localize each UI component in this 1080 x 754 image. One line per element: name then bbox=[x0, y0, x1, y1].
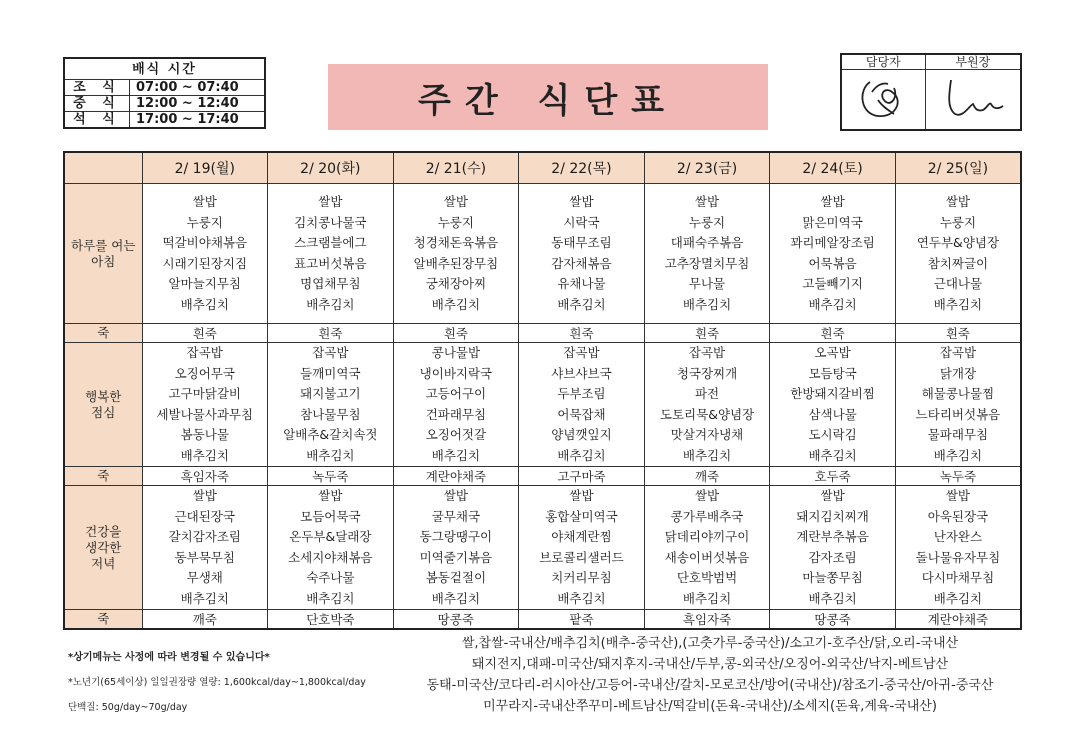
menu-item: 홍합살미역국 bbox=[545, 508, 618, 524]
menu-item: 잡곡밥 bbox=[312, 345, 349, 360]
menu-item: 배추김치 bbox=[180, 296, 229, 312]
menu-item: 배추김치 bbox=[808, 590, 857, 606]
menu-item: 시래기된장지짐 bbox=[162, 255, 248, 271]
dinner-row bbox=[64, 486, 1021, 610]
menu-item: 김치콩나물국 bbox=[294, 214, 367, 230]
menu-item: 쌀밥 bbox=[318, 488, 343, 503]
menu-item: 쌀밥 bbox=[820, 194, 845, 209]
menu-item: 잡곡밥 bbox=[688, 345, 726, 360]
menu-item: 쌀밥 bbox=[569, 488, 594, 503]
approval-header-vice-director: 부원장 bbox=[925, 54, 1021, 70]
menu-item: 배추김치 bbox=[808, 296, 857, 312]
origin-info bbox=[380, 633, 1040, 717]
menu-item: 콩나물밥 bbox=[431, 345, 481, 360]
porridge-cell: 호두죽 bbox=[770, 467, 896, 486]
menu-item: 오징어젓갈 bbox=[425, 427, 487, 442]
breakfast-label: 조 식 bbox=[64, 80, 130, 96]
lunch-time: 12:00 ~ 12:40 bbox=[130, 96, 266, 112]
dinner-label: 석 식 bbox=[64, 112, 130, 129]
menu-item: 느타리버섯볶음 bbox=[915, 406, 1001, 422]
menu-item: 세발나물사과무침 bbox=[156, 406, 254, 422]
menu-item: 파전 bbox=[694, 386, 720, 401]
lunch-porridge-row bbox=[64, 467, 1021, 486]
menu-item: 근대된장국 bbox=[174, 508, 235, 524]
protein-note: 단백질: 50g/day~70g/day bbox=[68, 702, 188, 713]
menu-item: 표고버섯볶음 bbox=[294, 255, 367, 271]
menu-item: 도시락김 bbox=[808, 427, 857, 442]
menu-item: 감자채볶음 bbox=[551, 255, 612, 271]
menu-cell bbox=[519, 184, 645, 324]
menu-item: 물파래무침 bbox=[927, 427, 989, 442]
menu-item: 근대나물 bbox=[933, 276, 983, 291]
menu-item: 감자조림 bbox=[808, 549, 857, 565]
approval-header-manager: 담당자 bbox=[841, 54, 925, 70]
menu-item: 갈치감자조림 bbox=[168, 529, 241, 544]
menu-cell bbox=[393, 184, 519, 324]
menu-item: 누룽지 bbox=[939, 214, 977, 230]
calorie-note: *노년기(65세이상) 일일권장량 열량: 1,600kcal/day~1,800kcal/day bbox=[68, 677, 366, 688]
porridge-cell: 단호박죽 bbox=[268, 610, 394, 630]
breakfast-row bbox=[64, 184, 1021, 324]
menu-item: 연두부&양념장 bbox=[916, 235, 1000, 250]
menu-item: 돼지김치찌개 bbox=[796, 508, 869, 524]
menu-cell bbox=[770, 343, 896, 467]
menu-item: 고등어구이 bbox=[425, 386, 487, 401]
porridge-cell: 흰죽 bbox=[895, 324, 1021, 343]
menu-item: 고들빼기지 bbox=[802, 276, 863, 291]
menu-item: 두부조림 bbox=[557, 386, 606, 401]
porridge-cell: 흰죽 bbox=[644, 324, 770, 343]
menu-item: 청국장찌개 bbox=[676, 365, 738, 381]
menu-item: 아욱된장국 bbox=[927, 508, 989, 524]
lunch-label: 중 식 bbox=[64, 96, 130, 112]
menu-cell bbox=[895, 184, 1021, 324]
menu-cell bbox=[770, 486, 896, 610]
menu-item: 쌀밥 bbox=[694, 194, 720, 209]
menu-item: 참치짜글이 bbox=[927, 255, 989, 271]
day-header-row bbox=[64, 152, 1021, 184]
dinner-label: 건강을 생각한 저녁 bbox=[64, 486, 142, 610]
porridge-cell: 땅콩죽 bbox=[393, 610, 519, 630]
menu-cell bbox=[268, 343, 394, 467]
menu-item: 쌀밥 bbox=[820, 488, 845, 503]
menu-item: 고추장멸치무침 bbox=[664, 255, 750, 271]
breakfast-time: 07:00 ~ 07:40 bbox=[130, 80, 266, 96]
menu-cell bbox=[644, 343, 770, 467]
menu-item: 샤브샤브국 bbox=[551, 365, 612, 381]
menu-item: 배추김치 bbox=[682, 296, 732, 312]
menu-cell bbox=[268, 184, 394, 324]
menu-item: 맑은미역국 bbox=[802, 214, 863, 230]
menu-item: 야채계란찜 bbox=[551, 529, 612, 544]
porridge-cell: 녹두죽 bbox=[268, 467, 394, 486]
weekly-menu-table bbox=[63, 151, 1022, 630]
menu-item: 숙주나물 bbox=[306, 570, 355, 585]
menu-item: 알배추&갈치속젓 bbox=[283, 427, 378, 442]
origin-line: 미꾸라지-국내산쭈꾸미-베트남산/떡갈비(돈육-국내산)/소세지(돈육,계육-국내산) bbox=[483, 699, 937, 714]
menu-item: 닭개장 bbox=[939, 365, 977, 381]
menu-item: 꽈리메알장조림 bbox=[790, 235, 875, 250]
menu-item: 맛살겨자냉채 bbox=[670, 427, 744, 442]
menu-item: 배추김치 bbox=[557, 447, 606, 463]
menu-cell bbox=[519, 343, 645, 467]
menu-item: 잡곡밥 bbox=[563, 345, 600, 360]
menu-item: 고구마닭갈비 bbox=[168, 386, 241, 401]
menu-item: 알배추된장무침 bbox=[413, 255, 499, 271]
porridge-label: 죽 bbox=[64, 324, 142, 343]
menu-item: 한방돼지갈비찜 bbox=[790, 386, 875, 401]
menu-cell bbox=[142, 486, 268, 610]
menu-item: 잡곡밥 bbox=[939, 345, 977, 360]
porridge-cell: 흑임자죽 bbox=[142, 467, 268, 486]
day-header: 2/ 20(화) bbox=[268, 152, 394, 184]
menu-item: 냉이바지락국 bbox=[419, 365, 493, 381]
menu-cell bbox=[268, 486, 394, 610]
menu-item: 배추김치 bbox=[557, 296, 606, 312]
menu-item: 유채나물 bbox=[557, 276, 606, 291]
origin-line: 쌀,찹쌀-국내산/배추김치(배추-중국산),(고춧가루-중국산)/소고기-호주산/닭,오리-국내산 bbox=[461, 636, 959, 651]
vice-director-signature bbox=[925, 70, 1021, 131]
menu-cell bbox=[142, 184, 268, 324]
menu-item: 브로콜리샐러드 bbox=[539, 549, 624, 565]
menu-item: 궁채장아찌 bbox=[425, 276, 487, 291]
breakfast-label: 하루를 여는 아침 bbox=[64, 184, 142, 324]
menu-item: 봄동나물 bbox=[180, 427, 229, 442]
breakfast-porridge-row bbox=[64, 324, 1021, 343]
change-notice: *상기메뉴는 사정에 따라 변경될 수 있습니다* bbox=[68, 652, 270, 663]
menu-item: 어묵잡채 bbox=[557, 406, 606, 422]
menu-cell bbox=[519, 486, 645, 610]
lunch-label: 행복한 점심 bbox=[64, 343, 142, 467]
menu-cell bbox=[644, 184, 770, 324]
menu-item: 모듬어묵국 bbox=[300, 508, 361, 524]
menu-item: 참나물무침 bbox=[300, 406, 361, 422]
menu-cell bbox=[142, 343, 268, 467]
menu-item: 미역줄기볶음 bbox=[419, 549, 493, 565]
menu-item: 쌀밥 bbox=[945, 194, 971, 209]
day-header: 2/ 25(일) bbox=[895, 152, 1021, 184]
menu-item: 모듬탕국 bbox=[808, 365, 857, 381]
dinner-time: 17:00 ~ 17:40 bbox=[130, 112, 266, 129]
manager-signature bbox=[841, 70, 925, 131]
menu-item: 배추김치 bbox=[682, 447, 732, 463]
menu-item: 닭데리야끼구이 bbox=[664, 529, 750, 544]
menu-item: 들깨미역국 bbox=[300, 365, 361, 381]
origin-line: 동태-미국산/코다리-러시아산/고등어-국내산/갈치-모로코산/방어(국내산)/참조기-중국산/아귀-중국산 bbox=[426, 678, 994, 693]
menu-item: 동부묵무침 bbox=[174, 549, 235, 565]
porridge-label: 죽 bbox=[64, 610, 142, 630]
serving-time-header: 배식 시간 bbox=[64, 58, 265, 80]
menu-item: 명엽채무침 bbox=[300, 276, 361, 291]
menu-item: 치커리무침 bbox=[551, 570, 612, 585]
menu-item: 계란부추볶음 bbox=[796, 529, 869, 544]
menu-item: 잡곡밥 bbox=[186, 345, 223, 360]
menu-item: 쌀밥 bbox=[318, 194, 343, 209]
porridge-cell: 땅콩죽 bbox=[770, 610, 896, 630]
menu-cell bbox=[895, 343, 1021, 467]
menu-item: 굴무채국 bbox=[431, 508, 481, 524]
menu-item: 떡갈비야채볶음 bbox=[162, 235, 248, 250]
porridge-cell: 계란야채죽 bbox=[895, 610, 1021, 630]
menu-item: 배추김치 bbox=[431, 447, 481, 463]
day-header: 2/ 19(월) bbox=[142, 152, 268, 184]
menu-item: 해물콩나물찜 bbox=[921, 386, 995, 401]
porridge-cell: 흑임자죽 bbox=[644, 610, 770, 630]
menu-item: 배추김치 bbox=[933, 296, 983, 312]
menu-item: 마늘쫑무침 bbox=[802, 570, 863, 585]
notes bbox=[68, 648, 366, 724]
porridge-cell: 흰죽 bbox=[770, 324, 896, 343]
day-header: 2/ 22(목) bbox=[519, 152, 645, 184]
menu-item: 배추김치 bbox=[682, 590, 732, 606]
menu-item: 무나물 bbox=[688, 276, 726, 291]
menu-item: 양념깻잎지 bbox=[551, 427, 612, 442]
porridge-label: 죽 bbox=[64, 467, 142, 486]
menu-item: 스크램블에그 bbox=[294, 235, 367, 250]
porridge-cell: 고구마죽 bbox=[519, 467, 645, 486]
menu-item: 배추김치 bbox=[933, 590, 983, 606]
menu-cell bbox=[393, 343, 519, 467]
menu-item: 배추김치 bbox=[180, 590, 229, 606]
menu-item: 배추김치 bbox=[180, 447, 229, 463]
menu-cell bbox=[393, 486, 519, 610]
menu-item: 시락국 bbox=[563, 214, 600, 230]
menu-item: 어묵볶음 bbox=[808, 255, 857, 271]
corner-cell bbox=[64, 152, 142, 184]
porridge-cell: 녹두죽 bbox=[895, 467, 1021, 486]
menu-item: 온두부&달래장 bbox=[289, 529, 372, 544]
menu-item: 소세지야채볶음 bbox=[288, 549, 373, 565]
menu-item: 쌀밥 bbox=[443, 194, 468, 209]
menu-item: 다시마채무침 bbox=[921, 570, 995, 585]
menu-item: 난자완스 bbox=[933, 529, 983, 544]
day-header: 2/ 21(수) bbox=[393, 152, 519, 184]
menu-item: 삼색나물 bbox=[808, 406, 857, 422]
menu-item: 오징어무국 bbox=[174, 365, 235, 381]
porridge-cell: 흰죽 bbox=[142, 324, 268, 343]
menu-item: 동태무조림 bbox=[551, 235, 612, 250]
approval-box bbox=[840, 53, 1022, 131]
serving-time-table bbox=[63, 57, 266, 129]
menu-item: 배추김치 bbox=[431, 590, 481, 606]
porridge-cell: 흰죽 bbox=[519, 324, 645, 343]
menu-item: 동그랑땡구이 bbox=[419, 529, 493, 544]
menu-item: 오곡밥 bbox=[814, 345, 851, 360]
day-header: 2/ 24(토) bbox=[770, 152, 896, 184]
porridge-cell: 깨죽 bbox=[142, 610, 268, 630]
menu-item: 단호박범벅 bbox=[676, 570, 738, 585]
menu-item: 누룽지 bbox=[186, 214, 223, 230]
porridge-cell: 흰죽 bbox=[268, 324, 394, 343]
menu-cell bbox=[770, 184, 896, 324]
dinner-porridge-row bbox=[64, 610, 1021, 630]
menu-item: 쌀밥 bbox=[694, 488, 720, 503]
menu-item: 봄동겉절이 bbox=[425, 570, 487, 585]
page-title: 주간 식단표 bbox=[328, 64, 768, 130]
menu-item: 청경채돈육볶음 bbox=[413, 235, 499, 250]
menu-item: 콩가루배추국 bbox=[670, 508, 744, 524]
day-header: 2/ 23(금) bbox=[644, 152, 770, 184]
menu-item: 누룽지 bbox=[437, 214, 475, 230]
porridge-cell: 흰죽 bbox=[393, 324, 519, 343]
menu-item: 누룽지 bbox=[688, 214, 726, 230]
lunch-row bbox=[64, 343, 1021, 467]
menu-item: 무생채 bbox=[186, 570, 223, 585]
menu-item: 쌀밥 bbox=[945, 488, 971, 503]
porridge-cell: 계란야채죽 bbox=[393, 467, 519, 486]
menu-item: 배추김치 bbox=[933, 447, 983, 463]
menu-item: 쌀밥 bbox=[192, 488, 217, 503]
menu-item: 배추김치 bbox=[306, 590, 355, 606]
menu-item: 배추김치 bbox=[431, 296, 481, 312]
menu-item: 새송이버섯볶음 bbox=[664, 549, 750, 565]
menu-item: 알마늘지무침 bbox=[168, 276, 241, 291]
menu-item: 돌나물유자무침 bbox=[915, 549, 1001, 565]
origin-line: 돼지전지,대패-미국산/돼지후지-국내산/두부,콩-외국산/오징어-외국산/낙지-베트남산 bbox=[471, 657, 949, 672]
porridge-cell: 팥죽 bbox=[519, 610, 645, 630]
menu-item: 돼지불고기 bbox=[300, 386, 361, 401]
menu-item: 배추김치 bbox=[306, 296, 355, 312]
menu-item: 배추김치 bbox=[306, 447, 355, 463]
menu-cell bbox=[895, 486, 1021, 610]
menu-item: 배추김치 bbox=[557, 590, 606, 606]
menu-item: 쌀밥 bbox=[192, 194, 217, 209]
menu-item: 건파래무침 bbox=[425, 406, 487, 422]
menu-cell bbox=[644, 486, 770, 610]
menu-item: 쌀밥 bbox=[569, 194, 594, 209]
porridge-cell: 깨죽 bbox=[644, 467, 770, 486]
menu-item: 배추김치 bbox=[808, 447, 857, 463]
menu-item: 대패숙주볶음 bbox=[670, 235, 744, 250]
menu-item: 도토리묵&양념장 bbox=[659, 406, 755, 422]
menu-item: 쌀밥 bbox=[443, 488, 468, 503]
